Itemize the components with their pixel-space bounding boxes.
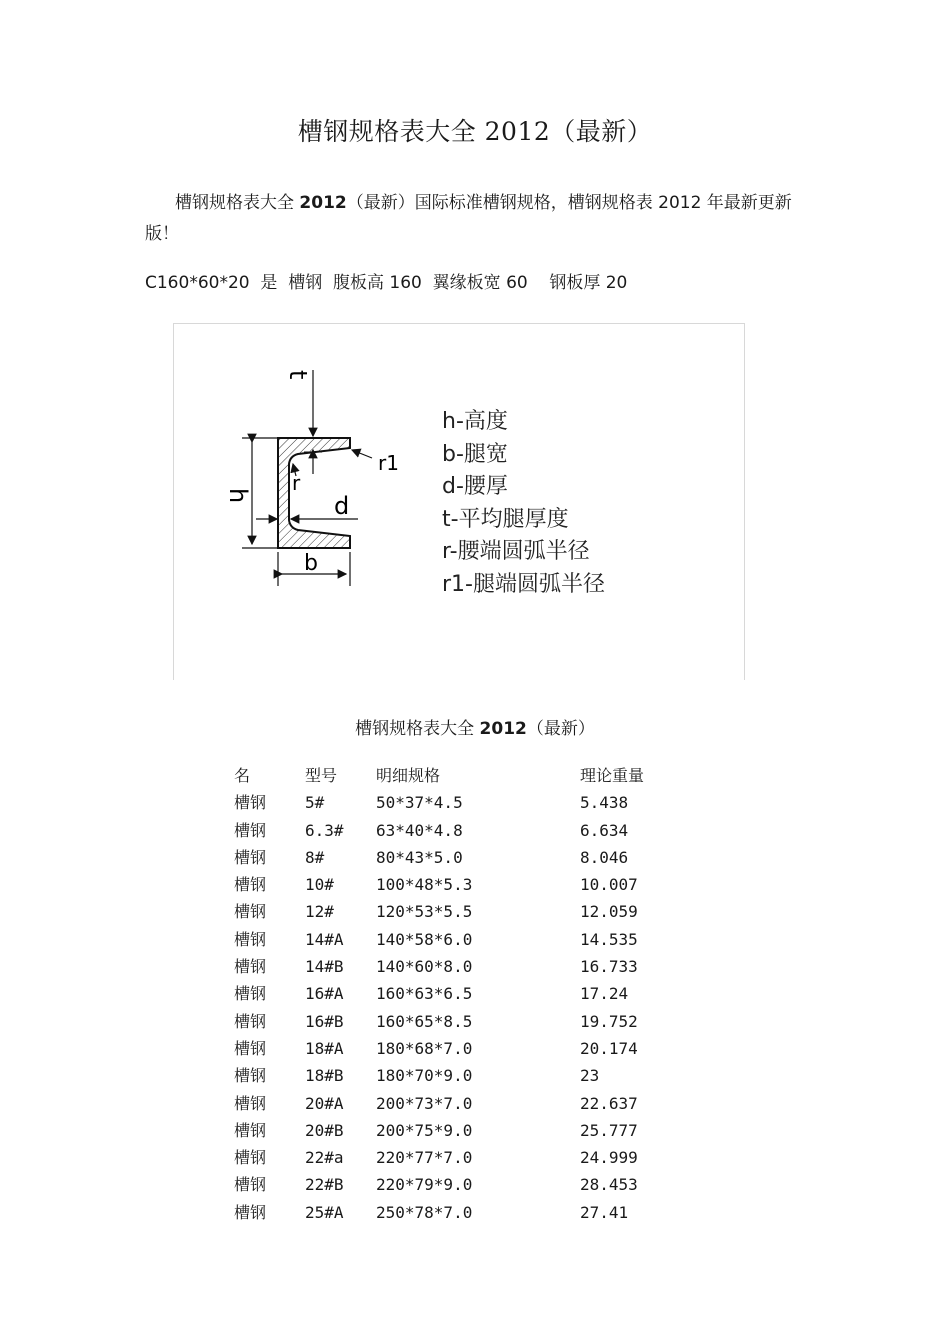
table-row bbox=[234, 1035, 734, 1062]
table-row bbox=[234, 1090, 734, 1117]
cell-model: 16#B bbox=[305, 1011, 344, 1031]
cell-model: 14#B bbox=[305, 957, 344, 977]
cell-spec: 120*53*5.5 bbox=[376, 902, 473, 922]
cell-spec: 200*75*9.0 bbox=[376, 1120, 473, 1140]
cell-model: 22#B bbox=[305, 1175, 344, 1195]
cell-weight: 25.777 bbox=[580, 1120, 638, 1140]
legend-item: d-腰厚 bbox=[442, 474, 508, 499]
cell-model: 12# bbox=[305, 902, 334, 922]
cell-model: 14#A bbox=[305, 929, 344, 949]
cell-model: 18#B bbox=[305, 1066, 344, 1086]
cell-name: 槽钢 bbox=[234, 1093, 267, 1113]
cell-weight: 22.637 bbox=[580, 1093, 638, 1113]
label-h: h bbox=[224, 488, 252, 504]
intro-bold-year: 2012 bbox=[299, 193, 347, 213]
cell-model: 22#a bbox=[305, 1148, 344, 1168]
cell-spec: 250*78*7.0 bbox=[376, 1202, 473, 1222]
cell-weight: 5.438 bbox=[580, 793, 629, 813]
intro-text-2: （最新）国际标准槽钢规格，槽钢规格表 2012 年最新更新版！ bbox=[145, 193, 792, 244]
cell-model: 6.3# bbox=[305, 820, 344, 840]
cell-spec: 63*40*4.8 bbox=[376, 820, 463, 840]
cell-name: 槽钢 bbox=[234, 957, 267, 977]
cell-name: 槽钢 bbox=[234, 1066, 267, 1086]
legend-item: r1-腿端圆弧半径 bbox=[442, 571, 605, 597]
table-row bbox=[234, 953, 734, 980]
table-row bbox=[234, 898, 734, 925]
spec-table bbox=[234, 762, 734, 1226]
cell-name: 槽钢 bbox=[234, 1148, 267, 1168]
cell-spec: 140*60*8.0 bbox=[376, 957, 473, 977]
table-row bbox=[234, 1144, 734, 1171]
table-row bbox=[234, 1117, 734, 1144]
cell-spec: 220*79*9.0 bbox=[376, 1175, 473, 1195]
cell-weight: 16.733 bbox=[580, 957, 638, 977]
cell-name: 槽钢 bbox=[234, 1202, 267, 1222]
table-row bbox=[234, 1199, 734, 1226]
legend-item: h-高度 bbox=[442, 409, 508, 434]
cell-name: 槽钢 bbox=[234, 875, 267, 895]
cell-spec: 80*43*5.0 bbox=[376, 847, 463, 867]
cell-model: 8# bbox=[305, 847, 325, 867]
table-row bbox=[234, 1171, 734, 1198]
label-r: r bbox=[292, 471, 301, 495]
cell-spec: 200*73*7.0 bbox=[376, 1093, 473, 1113]
cell-weight: 17.24 bbox=[580, 984, 629, 1004]
legend-item: r-腰端圆弧半径 bbox=[442, 539, 590, 564]
cell-weight: 23 bbox=[580, 1066, 600, 1086]
cell-spec: 220*77*7.0 bbox=[376, 1148, 473, 1168]
cell-spec: 140*58*6.0 bbox=[376, 929, 473, 949]
cell-weight: 14.535 bbox=[580, 929, 638, 949]
table-row bbox=[234, 1062, 734, 1089]
header-model: 型号 bbox=[305, 766, 338, 785]
cell-spec: 180*68*7.0 bbox=[376, 1038, 473, 1058]
cell-model: 20#B bbox=[305, 1120, 344, 1140]
table-row bbox=[234, 980, 734, 1007]
table-row bbox=[234, 926, 734, 953]
cell-weight: 24.999 bbox=[580, 1148, 638, 1168]
cell-name: 槽钢 bbox=[234, 847, 267, 867]
cell-name: 槽钢 bbox=[234, 820, 267, 840]
cell-name: 槽钢 bbox=[234, 1120, 267, 1140]
legend-item: t-平均腿厚度 bbox=[442, 506, 569, 532]
table-caption bbox=[0, 714, 950, 739]
table-header-row bbox=[234, 762, 734, 789]
cell-weight: 28.453 bbox=[580, 1175, 638, 1195]
table-row bbox=[234, 871, 734, 898]
label-d: d bbox=[334, 492, 350, 520]
figure-legend bbox=[442, 406, 605, 601]
caption-text-2: （最新） bbox=[526, 719, 595, 739]
cell-model: 18#A bbox=[305, 1038, 344, 1058]
cell-weight: 6.634 bbox=[580, 820, 629, 840]
table-row bbox=[234, 817, 734, 844]
cell-weight: 27.41 bbox=[580, 1202, 629, 1222]
cell-weight: 10.007 bbox=[580, 875, 638, 895]
cell-name: 槽钢 bbox=[234, 984, 267, 1004]
intro-paragraph bbox=[145, 188, 815, 250]
label-r1: r1 bbox=[378, 451, 399, 475]
label-t: t bbox=[284, 370, 312, 380]
label-b: b bbox=[304, 551, 318, 576]
channel-steel-figure bbox=[173, 323, 745, 680]
table-row bbox=[234, 789, 734, 816]
r1-pointer bbox=[352, 450, 372, 458]
caption-text-1: 槽钢规格表大全 bbox=[355, 719, 480, 739]
caption-bold-year: 2012 bbox=[479, 719, 527, 739]
header-spec: 明细规格 bbox=[376, 766, 441, 785]
cell-spec: 180*70*9.0 bbox=[376, 1066, 473, 1086]
cell-weight: 12.059 bbox=[580, 902, 638, 922]
table-row bbox=[234, 1008, 734, 1035]
cell-spec: 100*48*5.3 bbox=[376, 875, 473, 895]
cell-name: 槽钢 bbox=[234, 1175, 267, 1195]
cell-name: 槽钢 bbox=[234, 1011, 267, 1031]
intro-text-1: 槽钢规格表大全 bbox=[175, 193, 300, 213]
cell-spec: 160*63*6.5 bbox=[376, 984, 473, 1004]
cell-name: 槽钢 bbox=[234, 902, 267, 922]
table-row bbox=[234, 844, 734, 871]
header-weight: 理论重量 bbox=[580, 766, 645, 785]
cell-name: 槽钢 bbox=[234, 1038, 267, 1058]
cell-model: 5# bbox=[305, 793, 325, 813]
legend-item: b-腿宽 bbox=[442, 441, 508, 467]
cell-weight: 8.046 bbox=[580, 847, 629, 867]
cell-model: 16#A bbox=[305, 984, 344, 1004]
header-name: 名 bbox=[234, 766, 251, 785]
cell-weight: 20.174 bbox=[580, 1038, 638, 1058]
cell-model: 10# bbox=[305, 875, 334, 895]
cell-model: 20#A bbox=[305, 1093, 344, 1113]
cell-spec: 50*37*4.5 bbox=[376, 793, 463, 813]
cell-model: 25#A bbox=[305, 1202, 344, 1222]
cell-name: 槽钢 bbox=[234, 929, 267, 949]
cell-name: 槽钢 bbox=[234, 793, 267, 813]
cell-weight: 19.752 bbox=[580, 1011, 638, 1031]
cell-spec: 160*65*8.5 bbox=[376, 1011, 473, 1031]
page-title: 槽钢规格表大全 2012（最新） bbox=[297, 117, 653, 146]
spec-line: C160*60*20 是 槽钢 腹板高 160 翼缘板宽 60 钢板厚 20 bbox=[145, 273, 628, 293]
